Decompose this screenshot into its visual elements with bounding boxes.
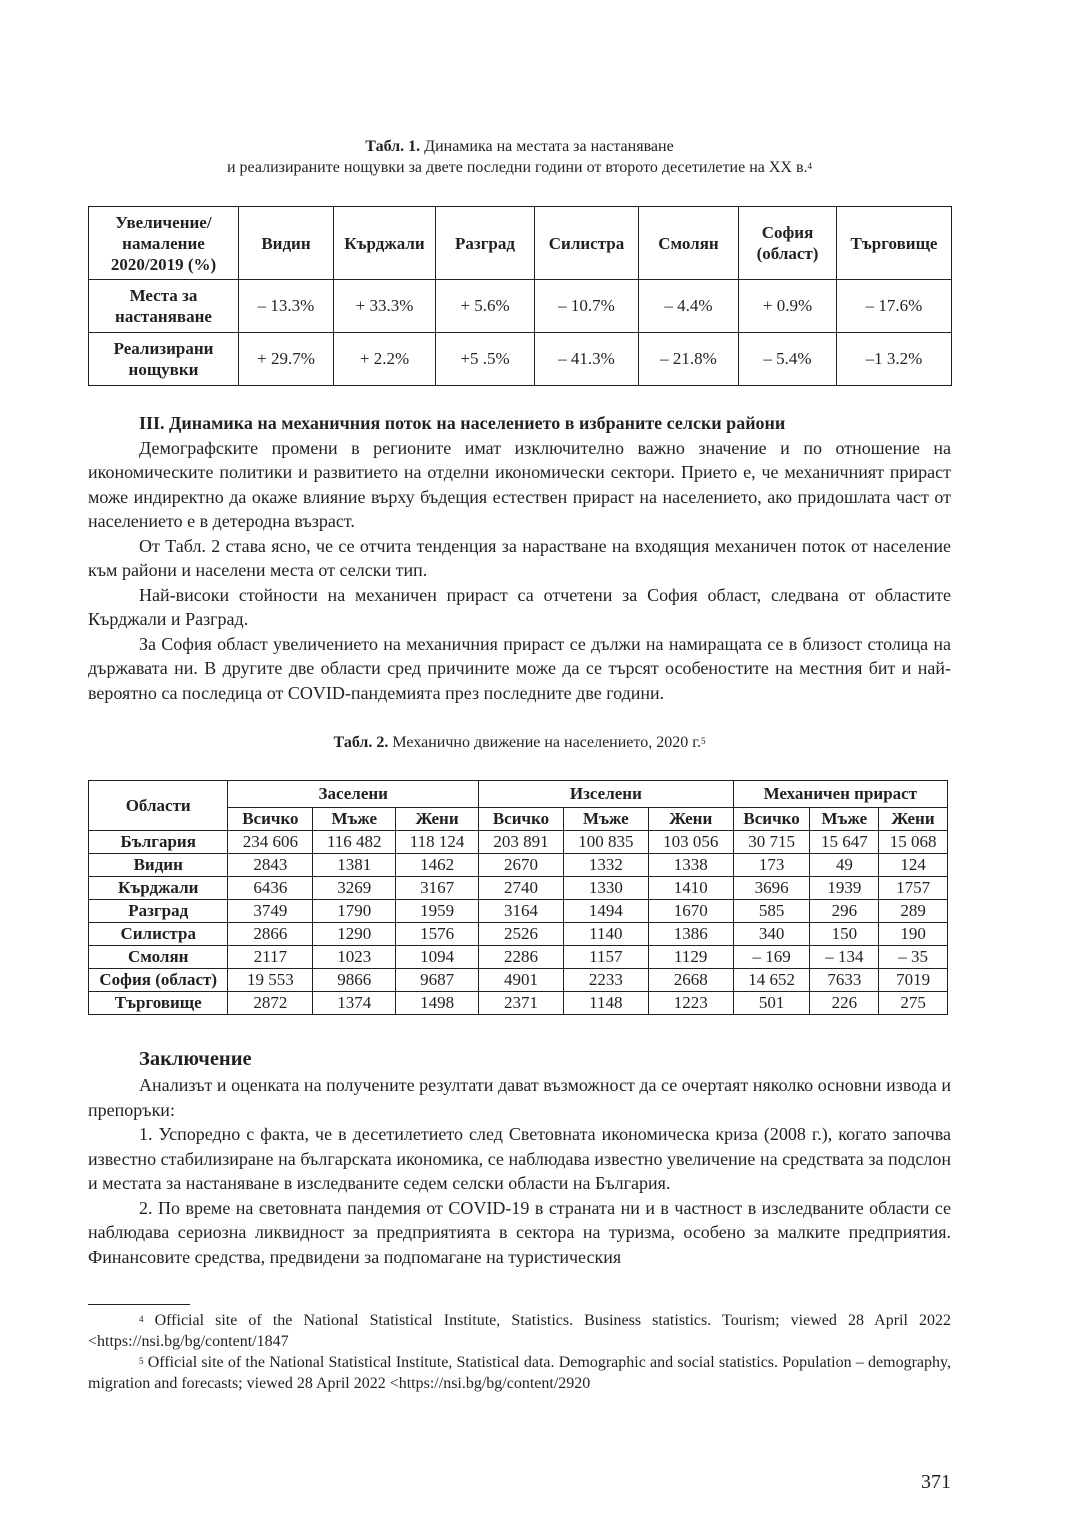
page-number: 371 [921,1471,951,1493]
table2-group-header-row [89,781,948,808]
paragraph: 2. По време на световната пандемия от COVID-19 в страната ни и в частност в изследваните области се наблюдава сериозна ликвидност за предприятията в сектора на туризма, особено за малките предприятия. Финансовите средства, предвидени за подпомагане на туристическия [88,1197,951,1267]
table2-subheader: Всичко [228,808,313,831]
table2-cell: 2740 [479,877,564,900]
table2-cell: 1129 [648,946,733,969]
table2-cell: 289 [879,900,948,923]
table1-cell: + 0.9% [739,280,837,333]
table2-cell: 2668 [648,969,733,992]
table2-cell: 1959 [396,900,479,923]
table2-cell: 1790 [313,900,396,923]
table2-cell: 7019 [879,969,948,992]
table2-caption-text: Механично движение на населението, 2020 г. [388,734,701,751]
table2-cell: 3164 [479,900,564,923]
table2-region-name: Силистра [89,923,228,946]
table2-subheader: Всичко [479,808,564,831]
footnote-divider [88,1304,190,1305]
table1 [88,206,952,386]
table2-cell: 49 [810,854,879,877]
table2-cell: 116 482 [313,831,396,854]
table1-cell: + 29.7% [239,333,334,386]
table2-cell: 2670 [479,854,564,877]
table2-cell: 1494 [563,900,648,923]
table1-corner-header: Увеличение/ намаление 2020/2019 (%) [89,207,239,280]
table1-row-header: Реализирани нощувки [89,333,239,386]
table1-caption-line2: и реализираните нощувки за двете последни години от второто десетилетие на XX в. [226,159,808,176]
table2-cell: 203 891 [479,831,564,854]
table2-cell: 118 124 [396,831,479,854]
paragraph: За София област увеличението на механичния прираст се дължи на намиращата се в близост столица на държавата ни. В другите две области сред причините може да се търсят особеностите на местния бит и най-вероятно са последица от COVID-пандемията през последните две години. [88,633,951,703]
table2-subheader: Мъже [563,808,648,831]
table2-cell: 14 652 [733,969,810,992]
table2-cell: – 169 [733,946,810,969]
table1-cell: +5 .5% [436,333,535,386]
table2-cell: 1462 [396,854,479,877]
table1-cell: – 4.4% [639,280,739,333]
table2-cell: 30 715 [733,831,810,854]
table2-cell: 1939 [810,877,879,900]
table2 [88,780,948,1015]
table2-subheader: Мъже [810,808,879,831]
table2-region-name: Търговище [89,992,228,1015]
table2-cell: 1757 [879,877,948,900]
table-row [89,854,948,877]
table1-cell: + 33.3% [334,280,436,333]
table2-cell: 1094 [396,946,479,969]
table2-cell: 1670 [648,900,733,923]
table2-body [89,831,948,1015]
conclusion-heading: Заключение [139,1048,252,1070]
table2-cell: 15 647 [810,831,879,854]
table1-cell: – 17.6% [837,280,952,333]
table1-col-header: Разград [436,207,535,280]
table2-cell: 100 835 [563,831,648,854]
table-row [89,831,948,854]
footnote-ref-5[interactable]: 5 [700,736,706,746]
table2-subheader: Жени [879,808,948,831]
table2-cell: 15 068 [879,831,948,854]
table1-col-header: Видин [239,207,334,280]
table2-cell: 275 [879,992,948,1015]
table2-cell: 296 [810,900,879,923]
section3-heading: III. Динамика на механичния поток на населението в избраните селски райони [139,413,786,433]
table2-cell: 150 [810,923,879,946]
table2-cell: 585 [733,900,810,923]
table2-cell: 190 [879,923,948,946]
table2-cell: 6436 [228,877,313,900]
table2-subheader: Всичко [733,808,810,831]
table2-cell: 1290 [313,923,396,946]
table2-cell: 1576 [396,923,479,946]
table2-cell: 1223 [648,992,733,1015]
table1-header-row [89,207,952,280]
table1-cell: + 5.6% [436,280,535,333]
table-row [89,877,948,900]
table2-cell: 1330 [563,877,648,900]
paragraph: От Табл. 2 става ясно, че се отчита тенденция за нарастване на входящия механичен поток от население към райони и населени места от селски тип. [88,535,951,580]
table2-region-name: България [89,831,228,854]
table2-cell: 103 056 [648,831,733,854]
table2-region-name: Смолян [89,946,228,969]
table1-cell: – 41.3% [535,333,639,386]
table2-region-name: Разград [89,900,228,923]
table2-group-header: Заселени [228,781,479,808]
table2-cell: 2866 [228,923,313,946]
table-row [89,900,948,923]
table1-cell: – 10.7% [535,280,639,333]
table-row [89,923,948,946]
table2-cell: 1498 [396,992,479,1015]
conclusion-section [88,1047,951,1269]
table2-region-name: Видин [89,854,228,877]
table2-subheader: Жени [396,808,479,831]
table2-cell: 173 [733,854,810,877]
table1-row-header: Места за настаняване [89,280,239,333]
table2-cell: 1157 [563,946,648,969]
table2-cell: 3269 [313,877,396,900]
table2-cell: 1332 [563,854,648,877]
table2-cell: – 35 [879,946,948,969]
table2-cell: 19 553 [228,969,313,992]
table1-caption-label: Табл. 1. [365,138,421,155]
table1-cell: – 13.3% [239,280,334,333]
table2-subheader: Мъже [313,808,396,831]
table1-col-header: Смолян [639,207,739,280]
table2-region-name: София (област) [89,969,228,992]
table-row [89,333,952,386]
table2-cell: 7633 [810,969,879,992]
table2-cell: 4901 [479,969,564,992]
table1-cell: –1 3.2% [837,333,952,386]
section3 [88,411,951,705]
table2-cell: 1140 [563,923,648,946]
table2-cell: 340 [733,923,810,946]
table-row [89,969,948,992]
table2-cell: 1023 [313,946,396,969]
footnote-5: $^5$ Official site of the National Statistical Institute, Statistical data. Demographic and social statistics. Population – demography, migration and forecasts; viewed 28 April 2022 <https://nsi.bg/bg/content/2920 [88,1354,951,1392]
table2-cell: 226 [810,992,879,1015]
table2-cell: 124 [879,854,948,877]
table2-group-header: Механичен прираст [733,781,947,808]
table2-region-header: Области [89,781,228,831]
table2-cell: 3749 [228,900,313,923]
table1-caption [88,136,951,178]
paragraph: Анализът и оценката на получените резултати дават възможност да се очертаят няколко основни извода и препоръки: [88,1075,951,1120]
table2-cell: 3696 [733,877,810,900]
table2-cell: 1381 [313,854,396,877]
table1-col-header: София (област) [739,207,837,280]
table2-cell: 234 606 [228,831,313,854]
table2-caption-label: Табл. 2. [333,734,389,751]
table2-cell: 501 [733,992,810,1015]
table1-cell: – 5.4% [739,333,837,386]
table2-region-name: Кърджали [89,877,228,900]
table1-cell: – 21.8% [639,333,739,386]
table2-cell: 9866 [313,969,396,992]
footnote-4: $^4$ Official site of the National Statistical Institute, Statistics. Business statistics. Tourism; viewed 28 April 2022 <https://nsi.bg/bg/content/1847 [88,1312,951,1350]
paragraph: Демографските промени в регионите имат изключително важно значение и по отношение на икономическите политики и развитието на отделни икономически сектори. Прието е, че механичният прираст може индиректно да окаже влияние върху бъдещия естествен прираст на населението, ако придошлата част от населението е в детеродна възраст. [88,437,951,531]
table-row [89,946,948,969]
table2-cell: 2872 [228,992,313,1015]
table2-cell: 1338 [648,854,733,877]
table1-cell: + 2.2% [334,333,436,386]
table1-caption-line1: Динамика на местата за настаняване [420,138,674,155]
footnotes [88,1310,951,1394]
table2-subheader: Жени [648,808,733,831]
table2-cell: 2371 [479,992,564,1015]
paragraph: 1. Успоредно с факта, че в десетилетието след Световната икономическа криза (2008 г.), когато започва известно стабилизиране на българската икономика, се наблюдава известно увеличение на средствата за подслон и местата за настаняване в изследваните седем селски области на България. [88,1124,951,1193]
table2-cell: 1410 [648,877,733,900]
table2-caption [88,732,951,753]
table2-cell: – 134 [810,946,879,969]
table-row [89,992,948,1015]
table2-cell: 1374 [313,992,396,1015]
table1-col-header: Силистра [535,207,639,280]
table-row [89,280,952,333]
table2-cell: 2526 [479,923,564,946]
table2-cell: 2117 [228,946,313,969]
table2-cell: 2843 [228,854,313,877]
table2-cell: 9687 [396,969,479,992]
table2-cell: 1148 [563,992,648,1015]
table2-group-header: Изселени [479,781,734,808]
table2-cell: 2286 [479,946,564,969]
table1-col-header: Кърджали [334,207,436,280]
table1-col-header: Търговище [837,207,952,280]
table2-cell: 2233 [563,969,648,992]
table2-cell: 3167 [396,877,479,900]
footnote-ref-4[interactable]: 4 [807,161,813,171]
paragraph: Най-високи стойности на механичен прираст са отчетени за София област, следвана от областите Кърджали и Разград. [88,584,951,629]
table2-cell: 1386 [648,923,733,946]
